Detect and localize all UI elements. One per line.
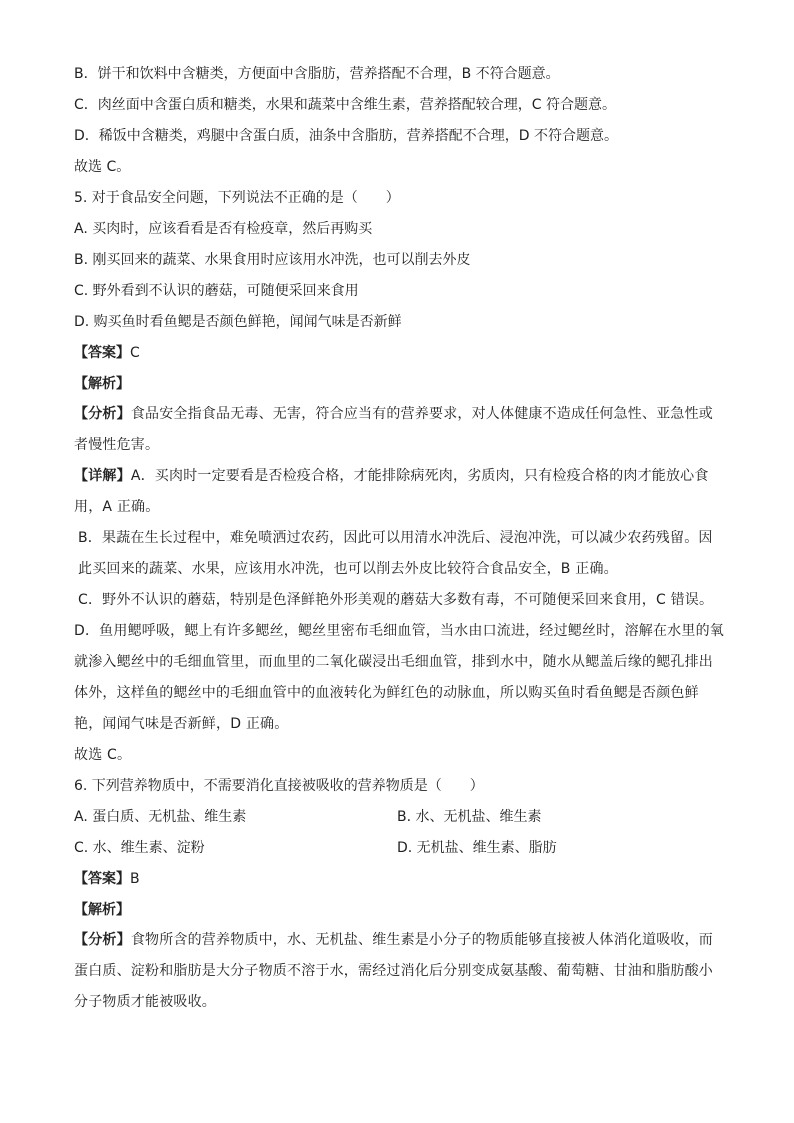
answer-value: B — [130, 871, 140, 887]
question-6-option-b: B. 水、无机盐、维生素 — [397, 809, 542, 825]
fenxi-tag: 【分析】 — [74, 406, 131, 422]
question-6-analysis-tag: 【解析】 — [74, 902, 130, 918]
fenxi-tag: 【分析】 — [74, 932, 131, 948]
option-b-explanation: B．饼干和饮料中含糖类，方便面中含脂肪，营养搭配不合理，B 不符合题意。 — [74, 66, 560, 82]
question-5-fenxi — [74, 399, 724, 461]
question-6-answer — [74, 869, 724, 889]
question-5-option-b: B. 刚买回来的蔬菜、水果食用时应该用水冲洗，也可以削去外皮 — [74, 252, 471, 268]
fenxi-text: 食物所含的营养物质中，水、无机盐、维生素是小分子的物质能够直接被人体消化道吸收，而蛋白质、淀粉和脂肪是大分子物质不溶于水，需经过消化后分别变成氨基酸、葡萄糖、甘油和脂肪酸小分子物质才能被吸收。 — [74, 932, 714, 1010]
question-5-option-d: D. 购买鱼时看鱼鳃是否颜色鲜艳，闻闻气味是否新鲜 — [74, 314, 402, 330]
xiangjie-tag: 【详解】 — [74, 468, 131, 484]
question-6-stem: 6. 下列营养物质中，不需要消化直接被吸收的营养物质是（ ） — [74, 778, 484, 794]
question-5-xiangjie-b: B．果蔬在生长过程中，难免喷洒过农药，因此可以用清水冲洗后、浸泡冲洗，可以减少农药残留。因此买回来的蔬菜、水果，应该用水冲洗，也可以削去外皮比较符合食品安全，B 正确。 — [78, 530, 713, 577]
xiangjie-a-text: A．买肉时一定要看是否检疫合格，才能排除病死肉，劣质肉，只有检疫合格的肉才能放心食用，A 正确。 — [74, 468, 709, 515]
question-6-options-row-2 — [74, 838, 724, 858]
question-5-option-c: C. 野外看到不认识的蘑菇，可随便采回来食用 — [74, 283, 359, 299]
question-6-fenxi — [74, 925, 724, 1018]
answer-tag: 【答案】 — [74, 871, 130, 887]
question-6-option-c: C. 水、维生素、淀粉 — [74, 840, 205, 856]
question-5-xiangjie-d: D．鱼用鳃呼吸，鳃上有许多鳃丝，鳃丝里密布毛细血管，当水由口流进，经过鳃丝时，溶解在水里的氧就渗入鳃丝中的毛细血管里，而血里的二氧化碳浸出毛细血管，排到水中，随水从鳃盖后缘的鳃孔排出体外，这样鱼的鳃丝中的毛细血管中的血液转化为鲜红色的动脉血，所以购买鱼时看鱼鳃是否颜色鲜艳，闻闻气味是否新鲜，D 正确。 — [74, 623, 724, 732]
fenxi-text: 食品安全指食品无毒、无害，符合应当有的营养要求，对人体健康不造成任何急性、亚急性或者慢性危害。 — [74, 406, 714, 453]
choose-answer: 故选 C。 — [74, 159, 131, 175]
question-6-options-row-1 — [74, 807, 724, 827]
answer-value: C — [130, 345, 140, 361]
question-5-option-a: A. 买肉时，应该看看是否有检疫章，然后再购买 — [74, 221, 373, 237]
question-5-analysis-tag: 【解析】 — [74, 376, 130, 392]
question-5-xiangjie-a — [74, 461, 724, 523]
answer-tag: 【答案】 — [74, 345, 130, 361]
option-c-explanation: C．肉丝面中含蛋白质和糖类，水果和蔬菜中含维生素，营养搭配较合理，C 符合题意。 — [74, 97, 616, 113]
question-5-xiangjie-c: C．野外不认识的蘑菇，特别是色泽鲜艳外形美观的蘑菇大多数有毒，不可随便采回来食用，C 错误。 — [78, 592, 714, 608]
question-5-answer — [74, 343, 724, 363]
question-5-stem: 5. 对于食品安全问题，下列说法不正确的是（ ） — [74, 190, 400, 206]
question-6-option-a: A. 蛋白质、无机盐、维生素 — [74, 809, 247, 825]
option-d-explanation: D．稀饭中含糖类，鸡腿中含蛋白质，油条中含脂肪，营养搭配不合理，D 不符合题意。 — [74, 128, 619, 144]
document-body — [74, 64, 724, 1018]
question-6-option-d: D. 无机盐、维生素、脂肪 — [397, 840, 557, 856]
question-5-choose: 故选 C。 — [74, 747, 132, 763]
